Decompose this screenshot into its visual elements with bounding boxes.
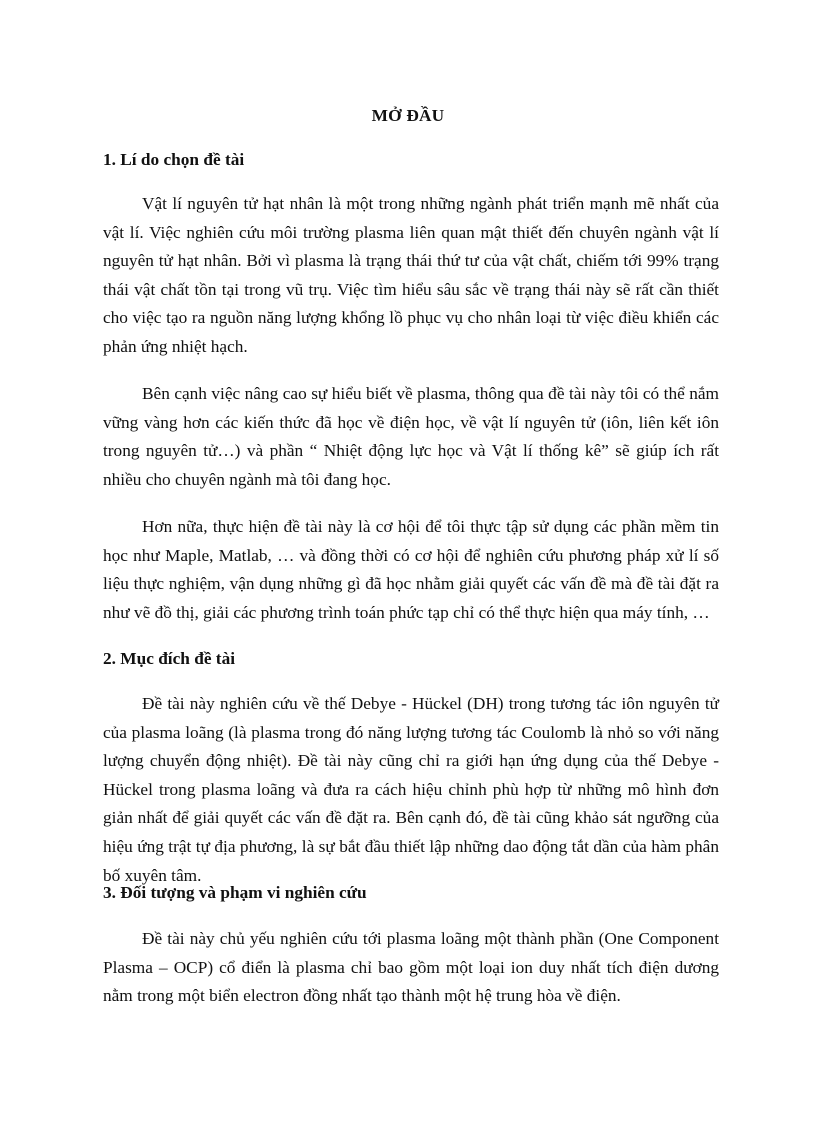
section-heading-purpose: 2. Mục đích đề tài (103, 649, 236, 668)
paragraph-reasons-3: Hơn nữa, thực hiện đề tài này là cơ hội để tôi thực tập sử dụng các phần mềm tin học như Maple, Matlab, … và đồng thời có cơ hội để nghiên cứu phương pháp xử lí số liệu thực nghiệm, vận dụng những gì đã học nhằm giải quyết các vấn đề mà đề tài đặt ra như vẽ đồ thị, giải các phương trình toán phức tạp chỉ có thể thực hiện qua máy tính, … (103, 517, 719, 622)
page-title: MỞ ĐẦU (371, 106, 445, 125)
paragraph-reasons-1: Vật lí nguyên tử hạt nhân là một trong những ngành phát triển mạnh mẽ nhất của vật lí. Việc nghiên cứu môi trường plasma liên quan mật thiết đến chuyên ngành vật lí nguyên tử hạt nhân. Bởi vì plasma là trạng thái thứ tư của vật chất, chiếm tới 99% trạng thái vật chất tồn tại trong vũ trụ. Việc tìm hiểu sâu sắc về trạng thái này sẽ rất cần thiết cho việc tạo ra nguồn năng lượng khổng lồ phục vụ cho nhân loại từ việc điều khiển các phản ứng nhiệt hạch. (103, 194, 719, 356)
section-heading-scope: 3. Đối tượng và phạm vi nghiên cứu (103, 883, 367, 902)
paragraph-reasons-2: Bên cạnh việc nâng cao sự hiểu biết về plasma, thông qua đề tài này tôi có thể nắm vững vàng hơn các kiến thức đã học về điện học, về vật lí nguyên tử (iôn, liên kết iôn trong nguyên tử…) và phần “ Nhiệt động lực học và Vật lí thống kê” sẽ giúp ích rất nhiều cho chuyên ngành mà tôi đang học. (103, 384, 719, 489)
section-heading-reasons: 1. Lí do chọn đề tài (103, 150, 245, 169)
paragraph-purpose-1: Đề tài này nghiên cứu về thế Debye - Hückel (DH) trong tương tác iôn nguyên tử của plasma loãng (là plasma trong đó năng lượng tương tác Coulomb là nhỏ so với năng lượng chuyển động nhiệt). Đề tài này cũng chỉ ra giới hạn ứng dụng của thế Debye - Hückel trong plasma loãng và đưa ra cách hiệu chỉnh phù hợp từ những mô hình đơn giản nhất để giải quyết các vấn đề đặt ra. Bên cạnh đó, đề tài cũng khảo sát ngưỡng của hiệu ứng trật tự địa phương, là sự bắt đầu thiết lập những dao động tắt dần của hàm phân bố xuyên tâm. (103, 694, 719, 885)
paragraph-scope-1: Đề tài này chủ yếu nghiên cứu tới plasma loãng một thành phần (One Component Plasma – OCP) cổ điển là plasma chỉ bao gồm một loại ion duy nhất tích điện dương nằm trong một biển electron đồng nhất tạo thành một hệ trung hòa về điện. (103, 929, 719, 1006)
